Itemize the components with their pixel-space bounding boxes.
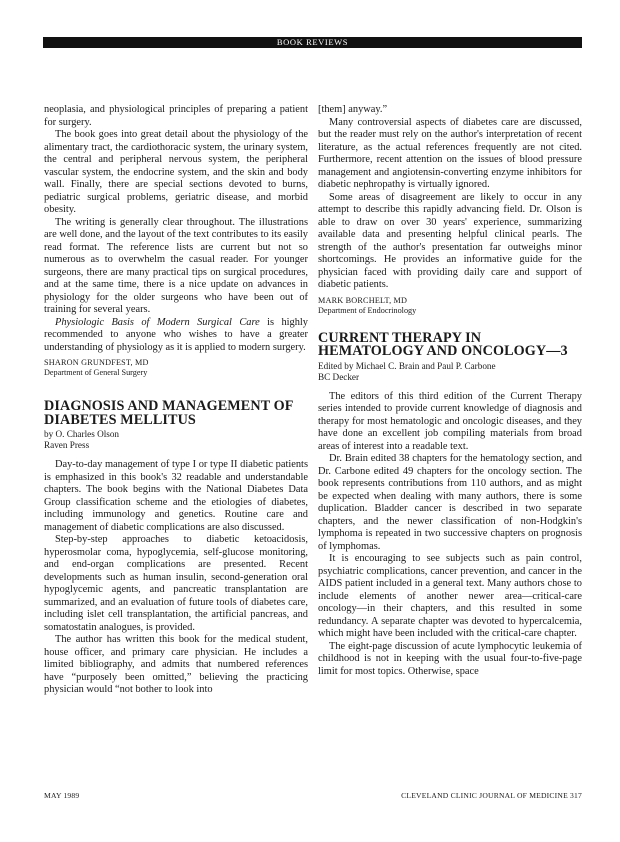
left-column <box>44 104 308 697</box>
reviewer-department: Department of General Surgery <box>44 368 148 377</box>
section-header-bar <box>43 37 582 48</box>
section-title: BOOK REVIEWS <box>276 37 349 47</box>
paragraph: The eight-page discussion of acute lymphocytic leukemia of childhood is not in keeping with the usual four-to-five-page limit for most topics. Otherwise, space <box>318 640 582 677</box>
review-title: DIAGNOSIS AND MANAGEMENT OF DIABETES MELLITUS <box>44 398 294 428</box>
reviewer-signature <box>44 358 308 378</box>
book-title-italic: Physiologic Basis of Modern Surgical Care <box>55 316 260 328</box>
paragraph: Some areas of disagreement are likely to occur in any attempt to describe this rapidly advancing field. Dr. Olson is able to draw on over 30 years' experience, summarizing available data and presenting helpful clinical pearls. The strength of the author's presentation far outweighs minor shortcomings. He provides an informative guide for the physician faced with providing daily care and support of diabetic patients. <box>318 191 582 290</box>
paragraph: The book goes into great detail about the physiology of the alimentary tract, the cardiothoracic system, the urinary system, the central and peripheral nervous system, the peripheral vascular system, the endocrine system, and the skin and body wall. Finally, there are special sections devoted to burns, pediatric surgical problems, geriatric disease, and morbid obesity. <box>44 129 308 215</box>
book-editors: Edited by Michael C. Brain and Paul P. Carbone <box>318 360 496 371</box>
footer-date: MAY 1989 <box>44 791 80 800</box>
paragraph: The editors of this third edition of the Current Therapy series intended to provide current knowledge of diagnosis and therapy for most hematologic and oncologic diseases, and they have done an excellent job compiling materials from broad areas of interest into a readable text. <box>318 390 582 452</box>
paragraph: Day-to-day management of type I or type II diabetic patients is emphasized in this book's 32 readable and understandable chapters. The book begins with the National Diabetes Data Group classification scheme and the etiologies of diabetes, including immunology and genetics. Routine care and management of diabetic complications are also discussed. <box>44 459 308 533</box>
book-publisher: Raven Press <box>44 440 90 450</box>
paragraph: It is encouraging to see subjects such as pain control, psychiatric complications, cancer prevention, and cancer in the AIDS patient included in a general text. Many authors chose to include elements of another newer area—critical-care oncology—in their chapters, and this resulted in some redundancy. A separate chapter was devoted to hypercalcemia, which might have been included with the critical-care chapter. <box>318 553 582 639</box>
review-title: CURRENT THERAPY IN HEMATOLOGY AND ONCOLOGY—3 <box>318 329 568 359</box>
paragraph-text: is highly recommended to anyone who wishes to have a greater understanding of physiology as it is applied to modern surgery. <box>44 316 308 353</box>
reviewer-name: MARK BORCHELT, MD <box>318 295 408 305</box>
paragraph: neoplasia, and physiological principles of preparing a patient for surgery. <box>44 104 308 128</box>
paragraph: Many controversial aspects of diabetes care are discussed, but the reader must rely on the author's interpretation of recent literature, as the actual references frequently are not cited. Furthermore, recent attention on the issues of blood pressure management and angiotensin-converting enzyme inhibitors for diabetic nephropathy is virtually ignored. <box>318 116 582 190</box>
book-publisher: BC Decker <box>318 371 360 382</box>
paragraph: The writing is generally clear throughout. The illustrations are well done, and the layout of the text contributes to its easily read format. The reference lists are current but not so numerous as to overwhelm the casual reader. For younger surgeons, there are many practical tips on surgical procedures, and at the same time, there is a nice update on advances in physiology for the older surgeons who have been out of training for several years. <box>44 216 308 315</box>
paragraph-recommendation <box>44 317 308 355</box>
right-column <box>318 104 582 678</box>
paragraph: Dr. Brain edited 38 chapters for the hematology section, and Dr. Carbone edited 49 chapters for the oncology section. The book represents contributions from 110 authors, and as might be expected when dealing with many authors, there is some duplication. Bladder cancer is described in two separate chapters, and the newer classification of non-Hodgkin's lymphoma is repeated in two successive chapters on prognosis of lymphomas. <box>318 453 582 552</box>
reviewer-department: Department of Endocrinology <box>318 305 417 315</box>
paragraph: [them] anyway.” <box>318 104 388 115</box>
paragraph: Step-by-step approaches to diabetic ketoacidosis, hyperosmolar coma, hypoglycemia, self-glucose monitoring, and end-organ complications are presented. Recent developments such as human insulin, second-generation oral hypoglycemic agents, and pancreatic transplantation are summarized, and an evaluation of future tools of diabetes care, including islet cell transplantation, the artificial pancreas, and somatostatin analogues, is provided. <box>44 534 308 633</box>
reviewer-signature <box>318 296 582 316</box>
paragraph: The author has written this book for the medical student, house officer, and primary care physician. He includes a limited bibliography, and admits that numbered references have “purposely been omitted,” believing the practicing physician would “not bother to look into <box>44 634 308 695</box>
footer-journal-page: CLEVELAND CLINIC JOURNAL OF MEDICINE 317 <box>401 791 582 800</box>
reviewer-name: SHARON GRUNDFEST, MD <box>44 358 149 367</box>
book-author: by O. Charles Olson <box>44 429 120 439</box>
